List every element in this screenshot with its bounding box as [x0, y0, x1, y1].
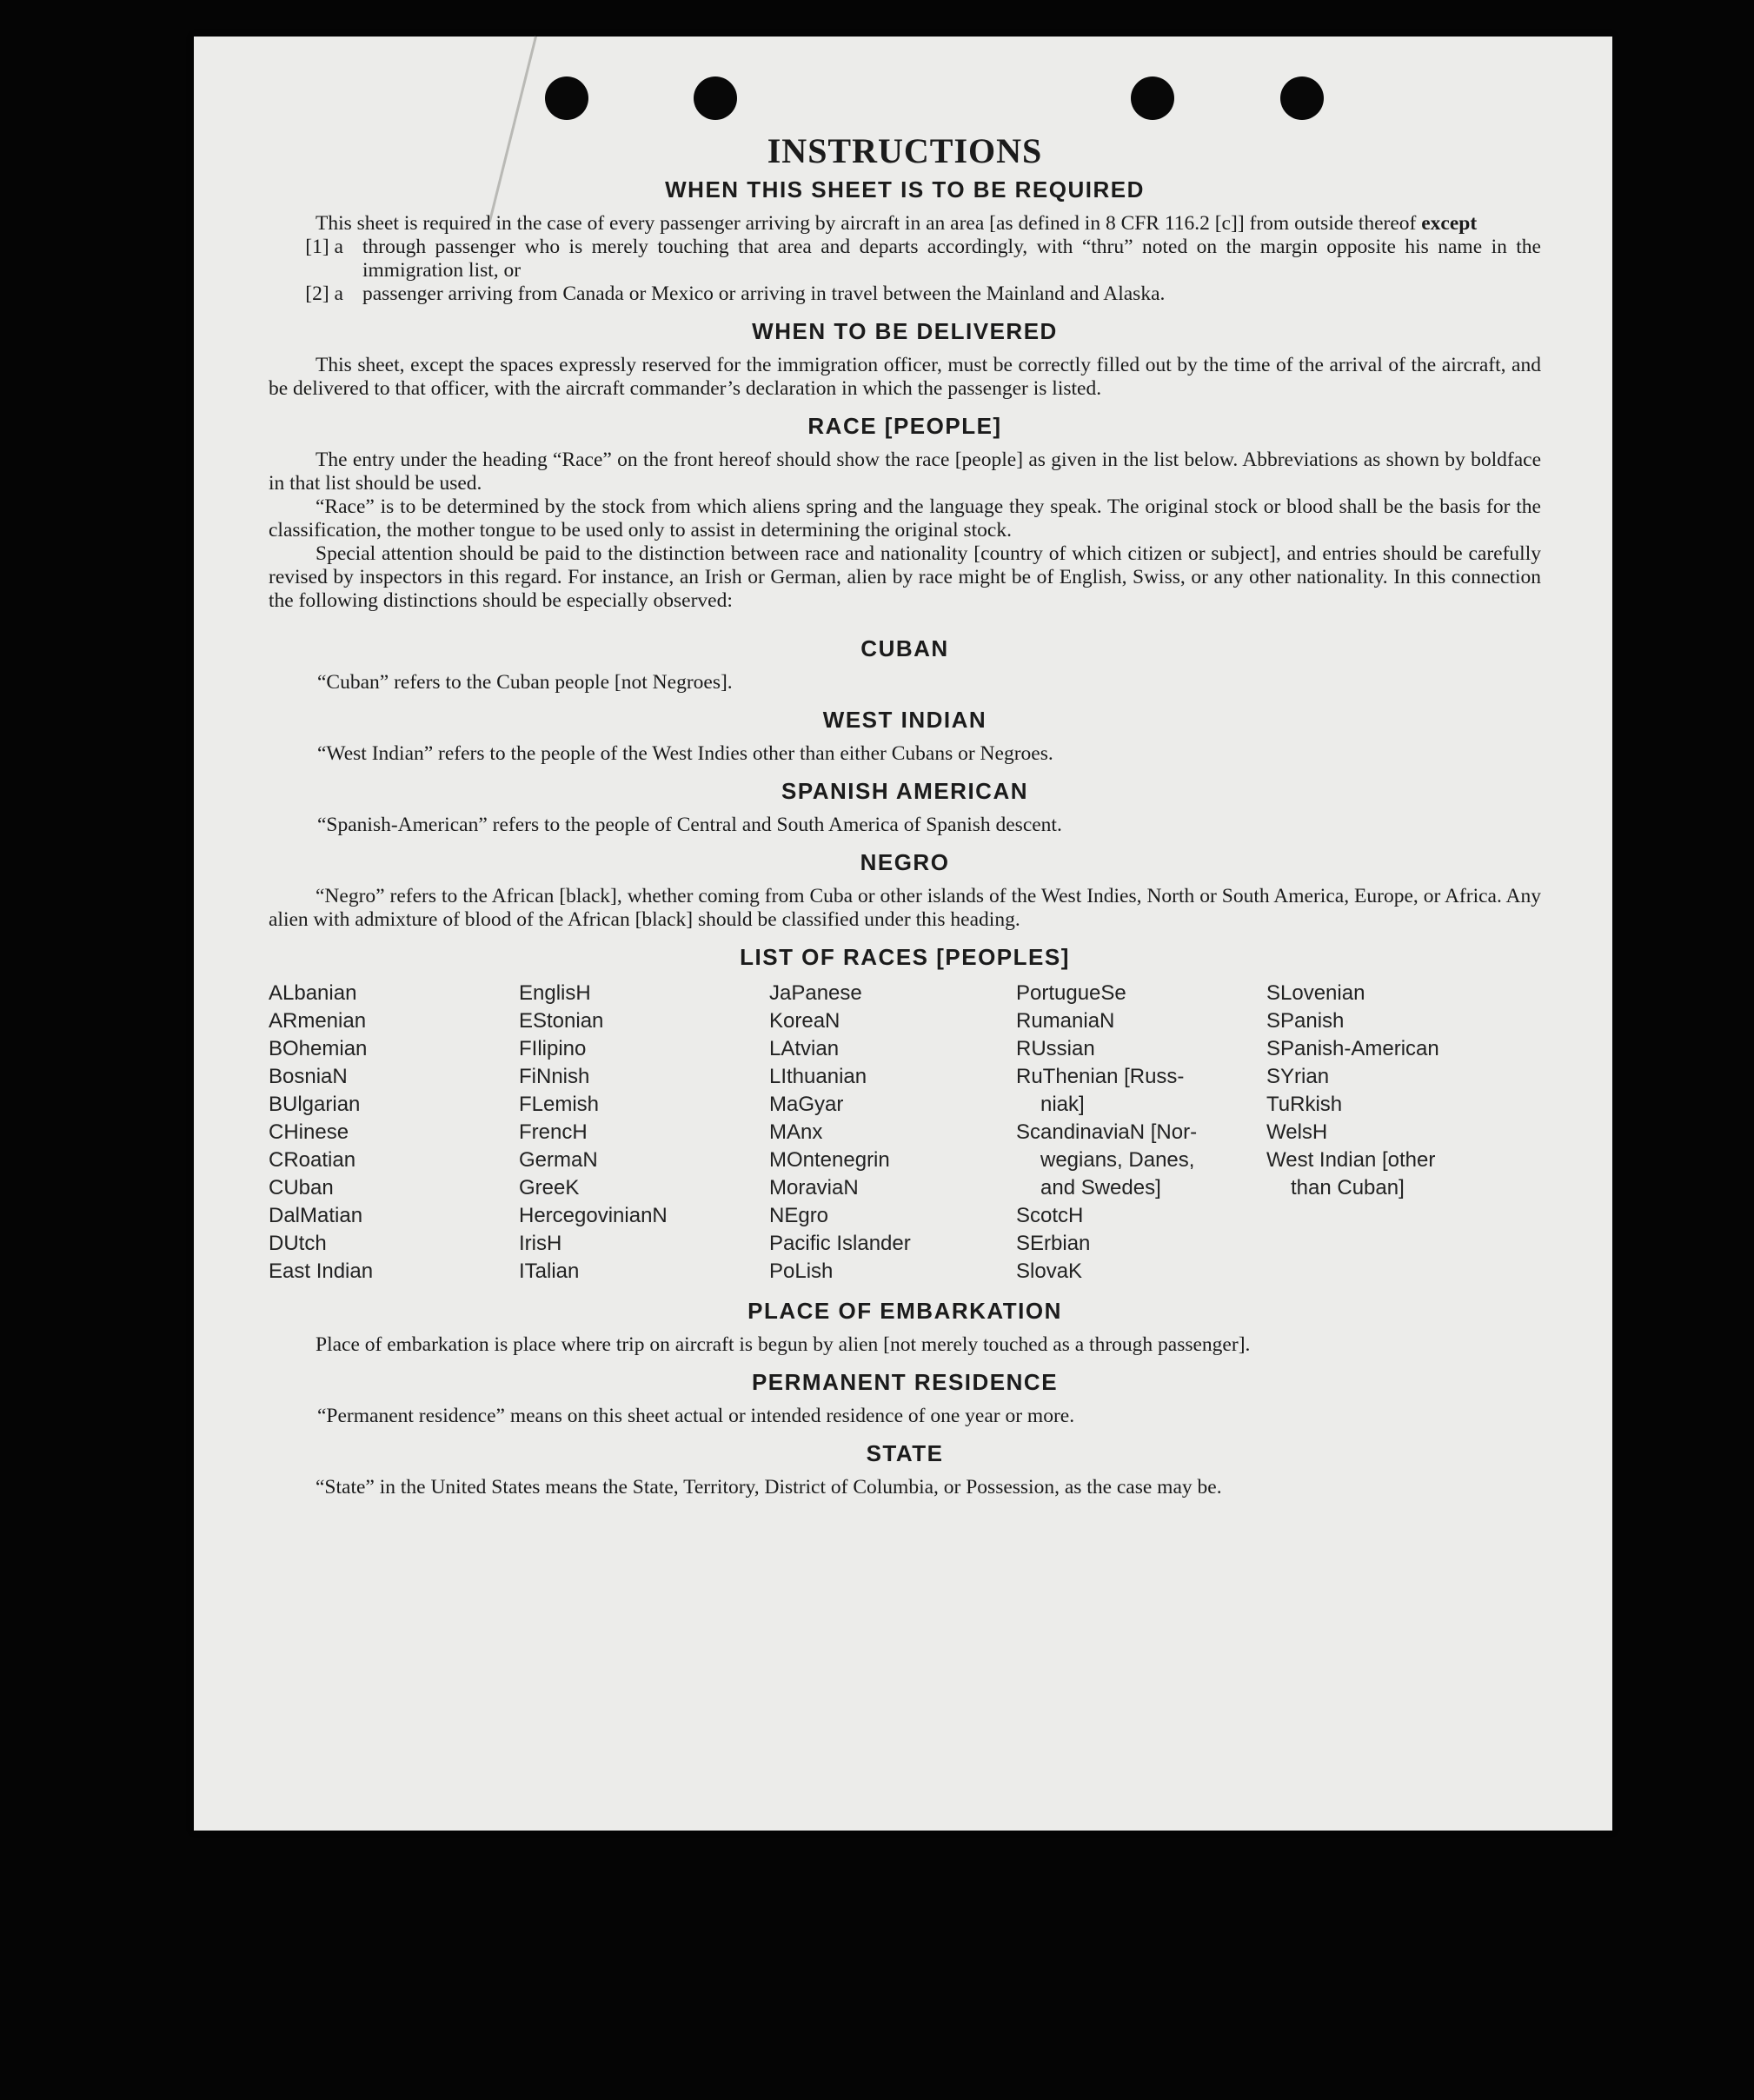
page-title: INSTRUCTIONS [767, 131, 1043, 170]
heading-cuban: CUBAN [860, 635, 949, 661]
list-item: BOhemian [269, 1037, 368, 1060]
required-intro: This sheet is required in the case of every passenger arriving by aircraft in an area [as defined in 8 CFR 116.2 [c]] from outside thereof except [316, 212, 1478, 235]
heading-permanent-residence: PERMANENT RESIDENCE [751, 1369, 1059, 1395]
race-column-2 [519, 980, 769, 1286]
heading-spanish-american: SPANISH AMERICAN [781, 778, 1028, 804]
list-item: NEgro [769, 1204, 829, 1227]
negro-text: “Negro” refers to the African [black], whether coming from Cuba or other islands of the West Indies, North or South America, Europe, or Africa. Any alien with admixture of blood of the African [black] should be classified under this heading. [269, 885, 1541, 931]
race-column-5 [1266, 980, 1527, 1286]
list-item: SYrian [1266, 1065, 1330, 1088]
exception-item-2: [2] a passenger arriving from Canada or Mexico or arriving in travel between the Mainland and Alaska. [305, 282, 1166, 305]
list-item: MOntenegrin [769, 1148, 890, 1172]
heading-list-of-races: LIST OF RACES [PEOPLES] [740, 944, 1070, 970]
heading-west-indian: WEST INDIAN [822, 707, 987, 733]
embarkation-text: Place of embarkation is place where trip on aircraft is begun by alien [not merely touched as a through passenger]. [316, 1333, 1251, 1356]
cuban-text: “Cuban” refers to the Cuban people [not Negroes]. [317, 671, 733, 694]
race-paragraph-2: “Race” is to be determined by the stock from which aliens spring and the language they speak. The original stock or blood shall be the basis for the classification, the mother tongue to be used only to assist in determining the original stock. [269, 495, 1541, 542]
race-paragraph-3: Special attention should be paid to the distinction between race and nationality [country of which citizen or subject], and entries should be carefully revised by inspectors in this regard. For instance, an Irish or German, alien by race might be of English, Swiss, or any other nationality. In this connection the following distinctions should be especially observed: [269, 542, 1541, 612]
delivered-text: This sheet, except the spaces expressly reserved for the immigration officer, must be correctly filled out by the time of the arrival of the aircraft, and be delivered to that officer, with the aircraft commander’s declaration in which the passenger is listed. [269, 354, 1541, 400]
list-item: JaPanese [769, 981, 862, 1005]
list-item: GreeK [519, 1176, 580, 1200]
punch-hole-3 [1131, 76, 1174, 120]
list-item: PortugueSe [1016, 981, 1126, 1005]
list-item: PoLish [769, 1259, 834, 1283]
list-item: wegians, Danes, [1040, 1148, 1195, 1172]
race-list [269, 980, 1541, 1286]
list-item: IrisH [519, 1232, 562, 1255]
list-item: SlovaK [1016, 1259, 1083, 1283]
heading-when-required: WHEN THIS SHEET IS TO BE REQUIRED [665, 176, 1145, 203]
list-item: RumaniaN [1016, 1009, 1115, 1033]
document-sheet [194, 37, 1612, 1831]
race-column-3 [769, 980, 1016, 1286]
heading-embarkation: PLACE OF EMBARKATION [747, 1298, 1062, 1324]
list-item: niak] [1040, 1093, 1085, 1116]
list-item: BosniaN [269, 1065, 348, 1088]
list-item: ALbanian [269, 981, 357, 1005]
punch-hole-4 [1280, 76, 1324, 120]
race-column-4 [1016, 980, 1266, 1286]
list-item: DUtch [269, 1232, 327, 1255]
list-item: LIthuanian [769, 1065, 867, 1088]
list-item: ScandinaviaN [Nor- [1016, 1120, 1198, 1144]
list-item: SLovenian [1266, 981, 1365, 1005]
list-item: FiNnish [519, 1065, 590, 1088]
list-item: MaGyar [769, 1093, 844, 1116]
instructions-content [269, 130, 1541, 1499]
list-item: CRoatian [269, 1148, 356, 1172]
race-paragraph-1: The entry under the heading “Race” on the front hereof should show the race [people] as given in the list below. Abbreviations as shown by boldface in that list should be used. [269, 449, 1541, 495]
list-item: than Cuban] [1291, 1176, 1405, 1200]
list-item: LAtvian [769, 1037, 840, 1060]
spanish-american-text: “Spanish-American” refers to the people of Central and South America of Spanish descent. [317, 814, 1062, 836]
list-item: GermaN [519, 1148, 598, 1172]
heading-state: STATE [866, 1440, 944, 1466]
except-word: except [1421, 212, 1478, 235]
list-item: RuThenian [Russ- [1016, 1065, 1185, 1088]
list-item: HercegovinianN [519, 1204, 668, 1227]
list-item: EStonian [519, 1009, 604, 1033]
list-item: MAnx [769, 1120, 823, 1144]
list-item: MoraviaN [769, 1176, 859, 1200]
list-item: WelsH [1266, 1120, 1328, 1144]
list-item: CHinese [269, 1120, 349, 1144]
list-item: FLemish [519, 1093, 600, 1116]
heading-when-delivered: WHEN TO BE DELIVERED [752, 318, 1058, 344]
list-item: DalMatian [269, 1204, 363, 1227]
west-indian-text: “West Indian” refers to the people of the West Indies other than either Cubans or Negroes. [317, 742, 1053, 765]
list-item: SPanish-American [1266, 1037, 1439, 1060]
heading-race: RACE [PEOPLE] [807, 413, 1002, 439]
list-item: Pacific Islander [769, 1232, 911, 1255]
heading-negro: NEGRO [860, 849, 950, 875]
list-item: BUlgarian [269, 1093, 361, 1116]
list-item: FIlipino [519, 1037, 587, 1060]
punch-hole-1 [545, 76, 588, 120]
punch-hole-2 [694, 76, 737, 120]
list-item: FrencH [519, 1120, 588, 1144]
list-item: East Indian [269, 1259, 374, 1283]
residence-text: “Permanent residence” means on this sheet actual or intended residence of one year or more. [317, 1405, 1075, 1427]
list-item: ScotcH [1016, 1204, 1084, 1227]
state-text: “State” in the United States means the State, Territory, District of Columbia, or Possession, as the case may be. [316, 1476, 1222, 1499]
list-item: SErbian [1016, 1232, 1091, 1255]
list-item: West Indian [other [1266, 1148, 1436, 1172]
list-item: RUssian [1016, 1037, 1095, 1060]
list-item: ITalian [519, 1259, 580, 1283]
list-item: and Swedes] [1040, 1176, 1161, 1200]
list-item: KoreaN [769, 1009, 840, 1033]
list-item: SPanish [1266, 1009, 1345, 1033]
list-item: ARmenian [269, 1009, 367, 1033]
list-item: CUban [269, 1176, 334, 1200]
list-item: TuRkish [1266, 1093, 1343, 1116]
exception-item-1: [1] a through passenger who is merely touching that area and departs accordingly, with “thru” noted on the margin opposite his name in the immigration list, or [305, 236, 1541, 282]
list-item: EnglisH [519, 981, 591, 1005]
race-column-1 [269, 980, 519, 1286]
